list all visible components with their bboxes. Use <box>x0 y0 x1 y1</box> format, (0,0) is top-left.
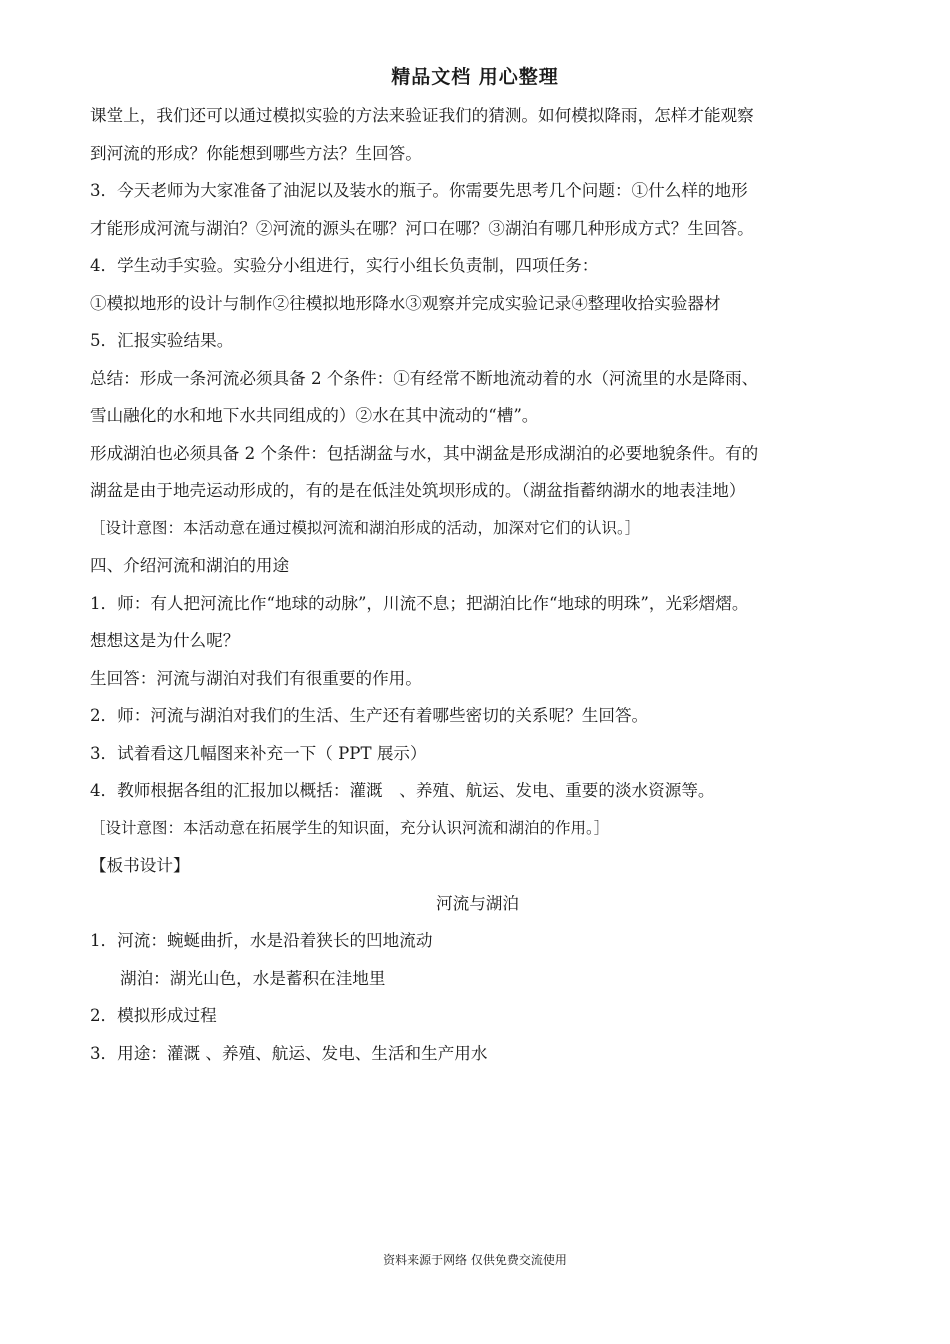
paragraph-line: 3．试着看这几幅图来补充一下（ PPT 展示） <box>90 743 427 763</box>
paragraph-line: 4．教师根据各组的汇报加以概括：灌溉 、养殖、航运、发电、重要的淡水资源等。 <box>90 781 715 800</box>
list-item: 3．用途：灌溉 、养殖、航运、发电、生活和生产用水 <box>90 1043 488 1063</box>
paragraph-line: 1．师：有人把河流比作“地球的动脉”，川流不息；把湖泊比作“地球的明珠”，光彩熠熠。 <box>90 593 749 613</box>
paragraph-line: 湖盆是由于地壳运动形成的，有的是在低洼处筑坝形成的。（湖盆指蓄纳湖水的地表洼地） <box>90 481 746 500</box>
section-heading: 【板书设计】 <box>90 856 190 875</box>
board-title: 河流与湖泊 <box>436 893 519 913</box>
design-intent-note: ［设计意图：本活动意在拓展学生的知识面，充分认识河流和湖泊的作用。］ <box>90 818 610 837</box>
paragraph-line: 想想这是为什么呢？ <box>90 631 240 650</box>
page-header-title: 精品文档 用心整理 <box>391 66 559 88</box>
paragraph-line: 5．汇报实验结果。 <box>90 331 234 350</box>
paragraph-line: 4．学生动手实验。实验分小组进行，实行小组长负责制，四项任务： <box>90 256 599 275</box>
paragraph-line: 总结：形成一条河流必须具备 2 个条件：①有经常不断地流动着的水（河流里的水是降雨、 <box>90 368 759 388</box>
page-footer-text: 资料来源于网络 仅供免费交流使用 <box>383 1253 567 1267</box>
paragraph-line: 到河流的形成？你能想到哪些方法？生回答。 <box>90 143 422 163</box>
paragraph-line: 课堂上，我们还可以通过模拟实验的方法来验证我们的猜测。如何模拟降雨，怎样才能观察 <box>90 106 754 125</box>
paragraph-line: 形成湖泊也必须具备 2 个条件：包括湖盆与水，其中湖盆是形成湖泊的必要地貌条件。有的 <box>90 443 759 463</box>
paragraph-line: 生回答：河流与湖泊对我们有很重要的作用。 <box>90 668 422 688</box>
paragraph-line: ①模拟地形的设计与制作②往模拟地形降水③观察并完成实验记录④整理收拾实验器材 <box>90 293 721 313</box>
document-body <box>90 97 865 1072</box>
list-item: 1．河流：蜿蜒曲折，水是沿着狭长的凹地流动 <box>90 931 433 950</box>
paragraph-line: 雪山融化的水和地下水共同组成的）②水在其中流动的“槽”。 <box>90 406 539 425</box>
list-item: 湖泊：湖光山色，水是蓄积在洼地里 <box>120 968 386 988</box>
section-heading: 四、介绍河流和湖泊的用途 <box>90 556 290 575</box>
list-item: 2．模拟形成过程 <box>90 1006 217 1025</box>
paragraph-line: 2．师：河流与湖泊对我们的生活、生产还有着哪些密切的关系呢？生回答。 <box>90 706 649 725</box>
design-intent-note: ［设计意图：本活动意在通过模拟河流和湖泊形成的活动，加深对它们的认识。］ <box>90 518 641 537</box>
paragraph-line: 才能形成河流与湖泊？②河流的源头在哪？河口在哪？③湖泊有哪几种形成方式？生回答。 <box>90 218 754 238</box>
paragraph-line: 3．今天老师为大家准备了油泥以及装水的瓶子。你需要先思考几个问题：①什么样的地形 <box>90 181 748 200</box>
